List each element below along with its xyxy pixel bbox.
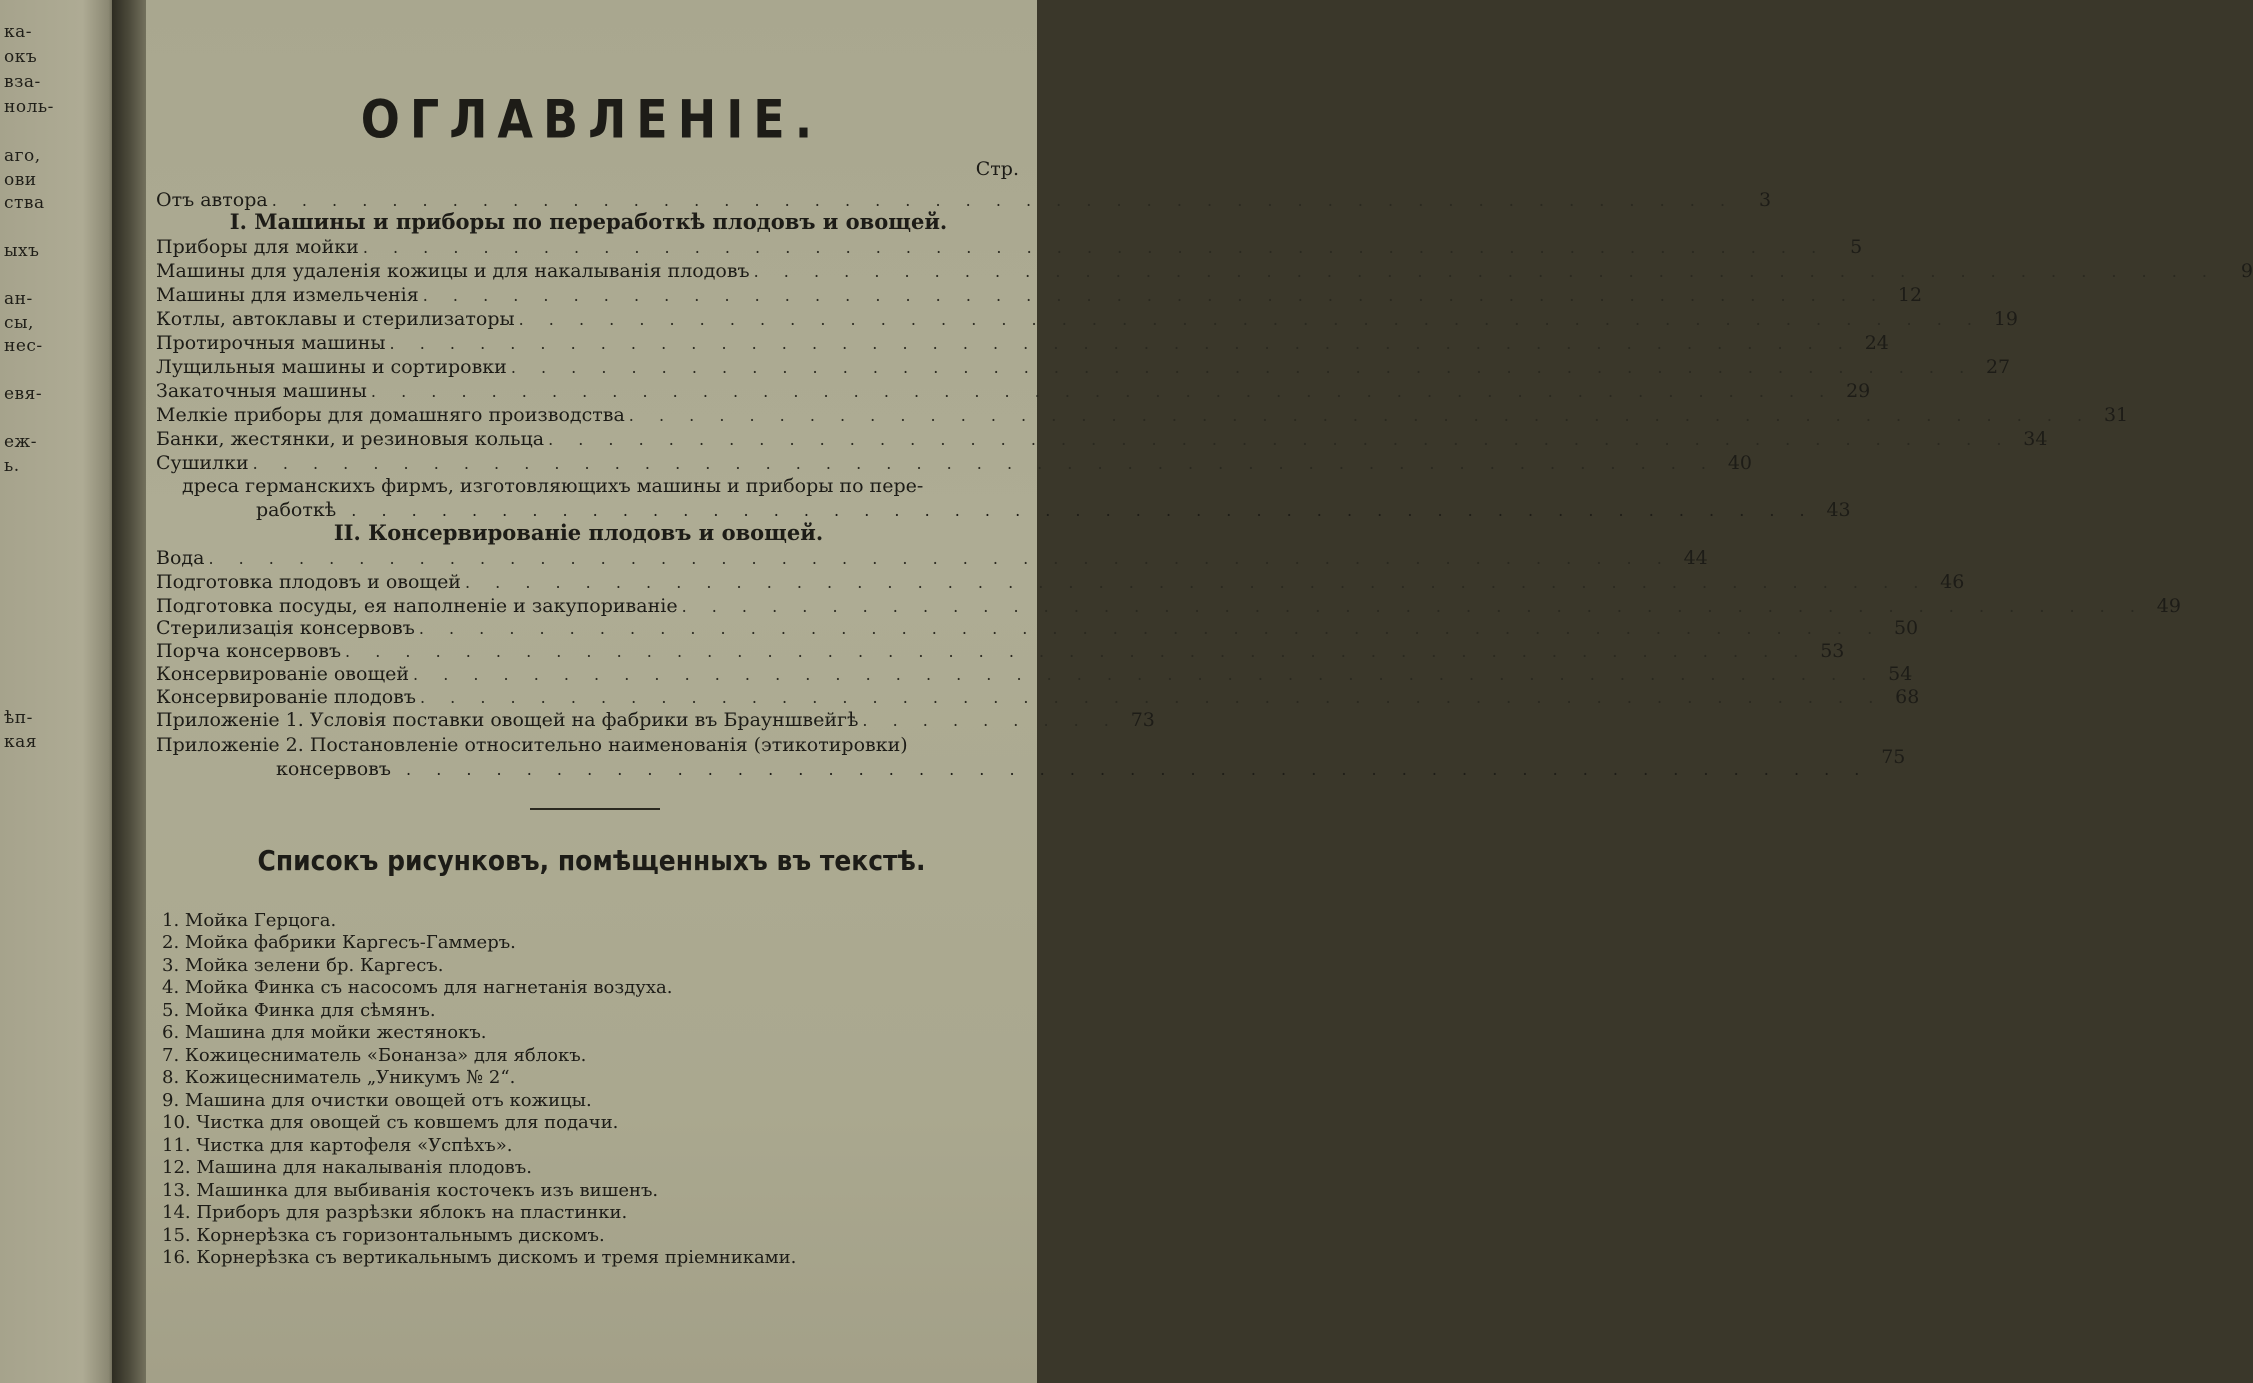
toc-entry-page: 12 bbox=[1897, 284, 1923, 306]
toc-entry bbox=[156, 570, 1965, 594]
dot-leader: . . . . . . . . . . . . . . . . . . . . . . . . . . . . . . . . . . . . . . . . . . . . . . . . . bbox=[628, 406, 2093, 425]
toc-entry-title-cont: консервовъ bbox=[276, 758, 391, 780]
left-fragment: ка- bbox=[4, 22, 33, 42]
dot-leader: . . . . . . . . . bbox=[862, 711, 1119, 730]
dot-leader: . . . . . . . . . . . . . . . . . . . . . . . . . . . . . . . . . . . . . . . . . . . . . . . . . bbox=[390, 760, 1870, 779]
figure-list-item: 9. Машина для очистки овощей отъ кожицы. bbox=[162, 1090, 592, 1111]
toc-entry-title: Стерилизація консервовъ bbox=[156, 617, 415, 639]
toc-entry-page: 24 bbox=[1864, 332, 1889, 354]
figure-list-item: 11. Чистка для картофеля «Успѣхъ». bbox=[162, 1135, 513, 1156]
left-fragment: еж- bbox=[4, 432, 37, 452]
toc-entry-title: Отъ автора bbox=[156, 189, 268, 211]
toc-entry-page: 68 bbox=[1895, 686, 1920, 708]
toc-entry bbox=[156, 639, 1845, 663]
toc-entry bbox=[156, 331, 1889, 355]
figure-list-item: 13. Машинка для выбиванія косточекъ изъ вишенъ. bbox=[162, 1180, 659, 1201]
figure-list-item: 10. Чистка для овощей съ ковшемъ для подачи. bbox=[162, 1112, 619, 1133]
figure-list-item: 12. Машина для накалыванія плодовъ. bbox=[162, 1157, 532, 1178]
toc-entry-page: 43 bbox=[1826, 499, 1851, 521]
dot-leader: . . . . . . . . . . . . . . . . . . . . . . . . . . . . . . . . . . . . . . . . . . . . . . . . . bbox=[208, 549, 1672, 568]
toc-entry-page: 44 bbox=[1683, 547, 1708, 569]
toc-entry-page: 34 bbox=[2023, 428, 2048, 450]
page-column-header: Стр. bbox=[975, 158, 1019, 180]
toc-entry-title: Мелкіе приборы для домашняго производства bbox=[156, 404, 625, 426]
toc-entry-page: 31 bbox=[2103, 404, 2129, 426]
dot-leader: . . . . . . . . . . . . . . . . . . . . . . . . . . . . . . . . . . . . . . . . . . . . . . . . . bbox=[345, 642, 1809, 661]
toc-entry-title-cont: работкѣ bbox=[256, 499, 337, 521]
toc-entry-page: 3 bbox=[1758, 189, 1772, 211]
toc-entry-title: дреса германскихъ фирмъ, изготовляющихъ машины и приборы по пере- bbox=[182, 475, 924, 497]
dot-leader: . . . . . . . . . . . . . . . . . . . . . . . . . . . . . . . . . . . . . . . . . . . . . . . . . bbox=[518, 310, 1982, 329]
left-fragment: окъ bbox=[4, 47, 38, 67]
toc-entry-title: Порча консервовъ bbox=[156, 640, 342, 662]
figures-heading: Списокъ рисунковъ, помѣщенныхъ въ текстѣ. bbox=[257, 844, 926, 877]
contents-page bbox=[146, 0, 2253, 1383]
toc-entry bbox=[156, 616, 1919, 640]
dot-leader: . . . . . . . . . . . . . . . . . . . . . . . . . . . . . . . . . . . . . . . . . . . . . . . . . bbox=[422, 286, 1887, 305]
toc-entry-title: Приложеніе 2. Постановленіе относительно наименованія (этикотировки) bbox=[156, 734, 908, 756]
figure-list-item: 16. Корнерѣзка съ вертикальнымъ дискомъ и тремя пріемниками. bbox=[162, 1247, 797, 1268]
left-fragment: ови bbox=[4, 170, 37, 190]
left-fragment: вза- bbox=[4, 72, 41, 92]
toc-entry bbox=[156, 685, 1920, 709]
toc-entry bbox=[156, 379, 1871, 403]
figure-list-item: 8. Кожицесниматель „Уникумъ № 2“. bbox=[162, 1067, 516, 1088]
toc-entry bbox=[156, 235, 1863, 259]
dot-leader: . . . . . . . . . . . . . . . . . . . . . . . . . . . . . . . . . . . . . . . . . . . . . . . . . bbox=[753, 262, 2217, 281]
toc-entry bbox=[156, 403, 2129, 427]
dot-leader: . . . . . . . . . . . . . . . . . . . . . . . . . . . . . . . . . . . . . . . . . . . . . . . . . bbox=[681, 597, 2145, 616]
dot-leader: . . . . . . . . . . . . . . . . . . . . . . . . . . . . . . . . . . . . . . . . . . . . . . . . . bbox=[336, 501, 1815, 520]
toc-entry-page: 9 bbox=[2240, 260, 2253, 282]
toc-entry-title: Сушилки bbox=[156, 452, 249, 474]
dot-leader: . . . . . . . . . . . . . . . . . . . . . . . . . . . . . . . . . . . . . . . . . . . . . . . . . bbox=[362, 238, 1827, 257]
toc-entry-multiline bbox=[156, 733, 1906, 782]
left-fragment: ь. bbox=[4, 456, 20, 476]
toc-entry-page: 73 bbox=[1130, 709, 1155, 731]
section-heading: II. Консервированіе плодовъ и овощей. bbox=[333, 520, 824, 545]
toc-entry-title: Котлы, автоклавы и стерилизаторы bbox=[156, 308, 515, 330]
figure-list-item: 6. Машина для мойки жестянокъ. bbox=[162, 1022, 487, 1043]
toc-entry bbox=[156, 708, 1155, 732]
dot-leader: . . . . . . . . . . . . . . . . . . . . . . . . . . . . . . . . . . . . . . . . . . . . . . . . . bbox=[413, 665, 1877, 684]
left-fragment: аго, bbox=[4, 146, 41, 166]
toc-entry-page: 50 bbox=[1893, 617, 1919, 639]
left-fragment: сы, bbox=[4, 313, 34, 333]
figure-list-item: 14. Приборъ для разрѣзки яблокъ на пластинки. bbox=[162, 1202, 628, 1223]
toc-entry bbox=[156, 307, 2018, 331]
toc-entry-page: 49 bbox=[2156, 595, 2181, 617]
section-heading: I. Машины и приборы по переработкѣ плодовъ и овощей. bbox=[229, 209, 948, 234]
left-fragment: ѣп- bbox=[4, 708, 33, 728]
toc-entry-page: 75 bbox=[1881, 746, 1906, 768]
toc-entry-title: Подготовка плодовъ и овощей bbox=[156, 571, 461, 593]
figure-list-item: 3. Мойка зелени бр. Каргесъ. bbox=[162, 955, 444, 976]
dot-leader: . . . . . . . . . . . . . . . . . . . . . . . . . . . . . . . . . . . . . . . . . . . . . . . . . bbox=[370, 382, 1835, 401]
dot-leader: . . . . . . . . . . . . . . . . . . . . . . . . . . . . . . . . . . . . . . . . . . . . . . . . . bbox=[271, 191, 1736, 210]
dot-leader: . . . . . . . . . . . . . . . . . . . . . . . . . . . . . . . . . . . . . . . . . . . . . . . . . bbox=[510, 358, 1975, 377]
figure-list-item: 4. Мойка Финка съ насосомъ для нагнетанія воздуха. bbox=[162, 977, 673, 998]
page-title: ОГЛАВЛЕНІЕ. bbox=[360, 87, 823, 151]
toc-entry-title: Вода bbox=[156, 547, 205, 569]
toc-entry-page: 27 bbox=[1985, 356, 2011, 378]
toc-entry-title: Лущильныя машины и сортировки bbox=[156, 356, 507, 378]
toc-entry-page: 46 bbox=[1940, 571, 1965, 593]
toc-entry bbox=[156, 283, 1923, 307]
dot-leader: . . . . . . . . . . . . . . . . . . . . . . . . . . . . . . . . . . . . . . . . . . . . . . . . . bbox=[389, 334, 1853, 353]
dot-leader: . . . . . . . . . . . . . . . . . . . . . . . . . . . . . . . . . . . . . . . . . . . . . . . . . bbox=[252, 454, 1716, 473]
dot-leader: . . . . . . . . . . . . . . . . . . . . . . . . . . . . . . . . . . . . . . . . . . . . . . . . . bbox=[464, 573, 1929, 592]
left-fragment: евя- bbox=[4, 384, 43, 404]
figure-list-item: 15. Корнерѣзка съ горизонтальнымъ дискомъ. bbox=[162, 1225, 605, 1246]
left-fragment: ноль- bbox=[4, 97, 54, 117]
toc-entry-page: 5 bbox=[1850, 236, 1863, 258]
toc-entry-page: 54 bbox=[1888, 663, 1913, 685]
left-fragment: ыхъ bbox=[4, 241, 40, 261]
toc-entry-title: Приложеніе 1. Условія поставки овощей на фабрики въ Брауншвейгѣ bbox=[156, 709, 859, 731]
toc-entry-page: 29 bbox=[1846, 380, 1871, 402]
book-gutter bbox=[112, 0, 150, 1383]
toc-entry-title: Закаточныя машины bbox=[156, 380, 367, 402]
left-fragment: кая bbox=[4, 732, 37, 752]
toc-entry bbox=[156, 546, 1708, 570]
toc-entry-title: Машины для измельченія bbox=[156, 284, 419, 306]
toc-entry-title: Подготовка посуды, ея наполненіе и закупориваніе bbox=[156, 595, 678, 617]
figure-list-item: 1. Мойка Герцога. bbox=[162, 910, 337, 931]
toc-entry-title: Протирочныя машины bbox=[156, 332, 386, 354]
toc-entry bbox=[156, 451, 1752, 475]
toc-entry-multiline bbox=[156, 474, 1851, 523]
toc-entry-page: 53 bbox=[1820, 640, 1845, 662]
toc-entry bbox=[156, 259, 2253, 283]
dot-leader: . . . . . . . . . . . . . . . . . . . . . . . . . . . . . . . . . . . . . . . . . . . . . . . . . bbox=[548, 430, 2012, 449]
toc-entry-page: 40 bbox=[1727, 452, 1752, 474]
toc-entry-title: Консервированіе овощей bbox=[156, 663, 410, 685]
dot-leader: . . . . . . . . . . . . . . . . . . . . . . . . . . . . . . . . . . . . . . . . . . . . . . . . . bbox=[418, 619, 1883, 638]
figure-list-item: 2. Мойка фабрики Каргесъ-Гаммеръ. bbox=[162, 932, 516, 953]
toc-entry-title: Банки, жестянки, и резиновыя кольца bbox=[156, 428, 545, 450]
toc-entry bbox=[156, 355, 2011, 379]
toc-entry-title: Приборы для мойки bbox=[156, 236, 359, 258]
left-fragment: нес- bbox=[4, 336, 43, 356]
divider-rule bbox=[530, 808, 660, 810]
toc-entry bbox=[156, 662, 1913, 686]
toc-entry-page: 19 bbox=[1993, 308, 2018, 330]
figure-list-item: 5. Мойка Финка для сѣмянъ. bbox=[162, 1000, 436, 1021]
toc-entry-title: Машины для удаленія кожицы и для накалыванія плодовъ bbox=[156, 260, 750, 282]
dot-leader: . . . . . . . . . . . . . . . . . . . . . . . . . . . . . . . . . . . . . . . . . . . . . . . . . bbox=[419, 688, 1884, 707]
toc-entry bbox=[156, 594, 2181, 618]
toc-entry-title: Консервированіе плодовъ bbox=[156, 686, 416, 708]
toc-entry bbox=[156, 427, 2048, 451]
left-page-edge bbox=[0, 0, 118, 1383]
left-fragment: ан- bbox=[4, 289, 33, 309]
left-fragment: ства bbox=[4, 193, 45, 213]
figure-list-item: 7. Кожицесниматель «Бонанза» для яблокъ. bbox=[162, 1045, 587, 1066]
